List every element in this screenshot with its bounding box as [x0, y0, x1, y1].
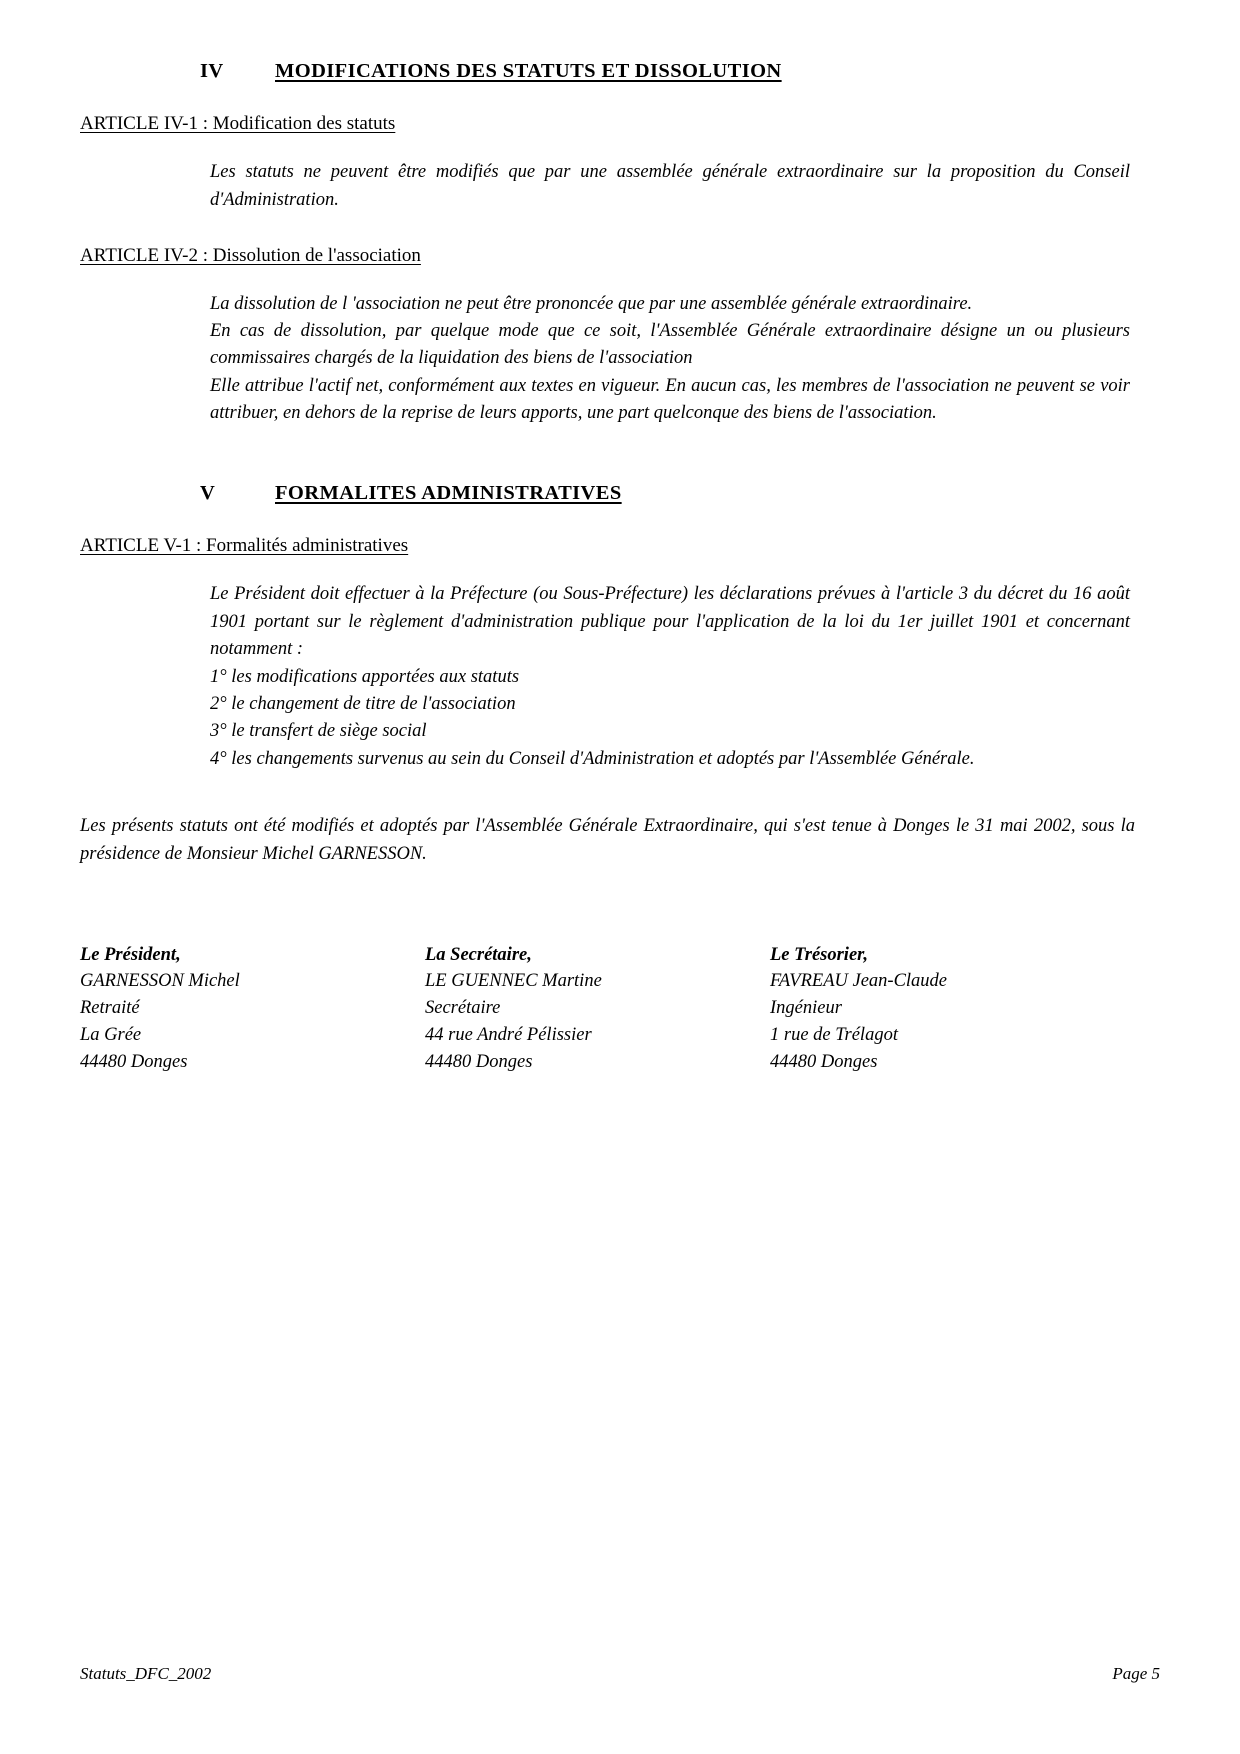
article-v-1-item-2: 2° le changement de titre de l'association: [210, 693, 516, 714]
article-iv-2-paragraph-1: La dissolution de l 'association ne peut être prononcée que par une assemblée générale extraordinaire.: [210, 293, 973, 314]
article-heading-iv-1: ARTICLE IV-1 : Modification des statuts: [80, 113, 396, 134]
page-footer: [80, 1664, 1160, 1684]
footer-page-number: Page 5: [1112, 1664, 1160, 1683]
signatory-role: Le Trésorier,: [770, 944, 868, 965]
signatory-role: La Secrétaire,: [425, 944, 532, 965]
signatory-address-line2: 44480 Donges: [425, 1051, 533, 1072]
signatory-address-line1: 1 rue de Trélagot: [770, 1024, 898, 1045]
article-v-1-item-4: 4° les changements survenus au sein du Conseil d'Administration et adoptés par l'Assemblée Générale.: [210, 748, 975, 769]
signatory-occupation: Retraité: [80, 998, 140, 1019]
section-title-v: FORMALITES ADMINISTRATIVES: [275, 482, 622, 505]
article-iv-2-paragraph-3: Elle attribue l'actif net, conformément aux textes en vigueur. En aucun cas, les membres de l'association ne peuvent se voir attribuer, en dehors de la reprise de leurs apports, une part quelconque des biens de l'association.: [210, 375, 1130, 423]
signatory-occupation: Secrétaire: [425, 998, 501, 1019]
article-iv-1-paragraph-1: Les statuts ne peuvent être modifiés que par une assemblée générale extraordinaire sur la proposition du Conseil d'Administration.: [210, 162, 1130, 210]
section-numeral-iv: IV: [200, 60, 224, 82]
section-title-iv: MODIFICATIONS DES STATUTS ET DISSOLUTION: [275, 60, 782, 82]
signatory-treasurer: [770, 942, 1115, 1076]
signatory-address-line2: 44480 Donges: [80, 1051, 188, 1072]
signatory-president: [80, 942, 425, 1076]
article-iv-2-paragraph-2: En cas de dissolution, par quelque mode que ce soit, l'Assemblée Générale extraordinaire désigne un ou plusieurs commissaires chargés de la liquidation des biens de l'association: [210, 320, 1130, 369]
article-v-1-item-3: 3° le transfert de siège social: [210, 721, 427, 742]
footer-document-name: Statuts_DFC_2002: [80, 1664, 212, 1683]
section-heading-v: [80, 482, 1160, 505]
signatory-role: Le Président,: [80, 944, 181, 965]
signatory-name: GARNESSON Michel: [80, 971, 240, 992]
article-v-1-item-1: 1° les modifications apportées aux statuts: [210, 666, 520, 687]
signatory-name: FAVREAU Jean-Claude: [770, 971, 948, 992]
signatory-address-line2: 44480 Donges: [770, 1051, 878, 1072]
closing-statement: Les présents statuts ont été modifiés et adoptés par l'Assemblée Générale Extraordinaire, qui s'est tenue à Donges le 31 mai 2002, sous la présidence de Monsieur Michel GARNESSON.: [80, 816, 1135, 864]
signatory-address-line1: 44 rue André Pélissier: [425, 1024, 592, 1045]
signatory-name: LE GUENNEC Martine: [425, 971, 602, 992]
article-heading-iv-2: ARTICLE IV-2 : Dissolution de l'association: [80, 244, 421, 266]
signatory-address-line1: La Grée: [80, 1024, 142, 1045]
signatory-occupation: Ingénieur: [770, 998, 842, 1019]
article-v-1: [80, 535, 1160, 557]
signature-block: [80, 942, 1160, 1076]
article-heading-v-1: ARTICLE V-1 : Formalités administratives: [80, 535, 409, 557]
article-iv-1: [80, 113, 1160, 135]
section-heading-iv: [80, 60, 1160, 83]
article-v-1-paragraph-1: Le Président doit effectuer à la Préfecture (ou Sous-Préfecture) les déclarations prévues à l'article 3 du décret du 16 août 1901 portant sur le règlement d'administration publique pour l'application de la loi du 1er juillet 1901 et concernant notamment :: [210, 584, 1130, 660]
signatory-secretary: [425, 942, 770, 1076]
article-iv-2: [80, 245, 1160, 267]
section-numeral-v: V: [200, 482, 216, 505]
